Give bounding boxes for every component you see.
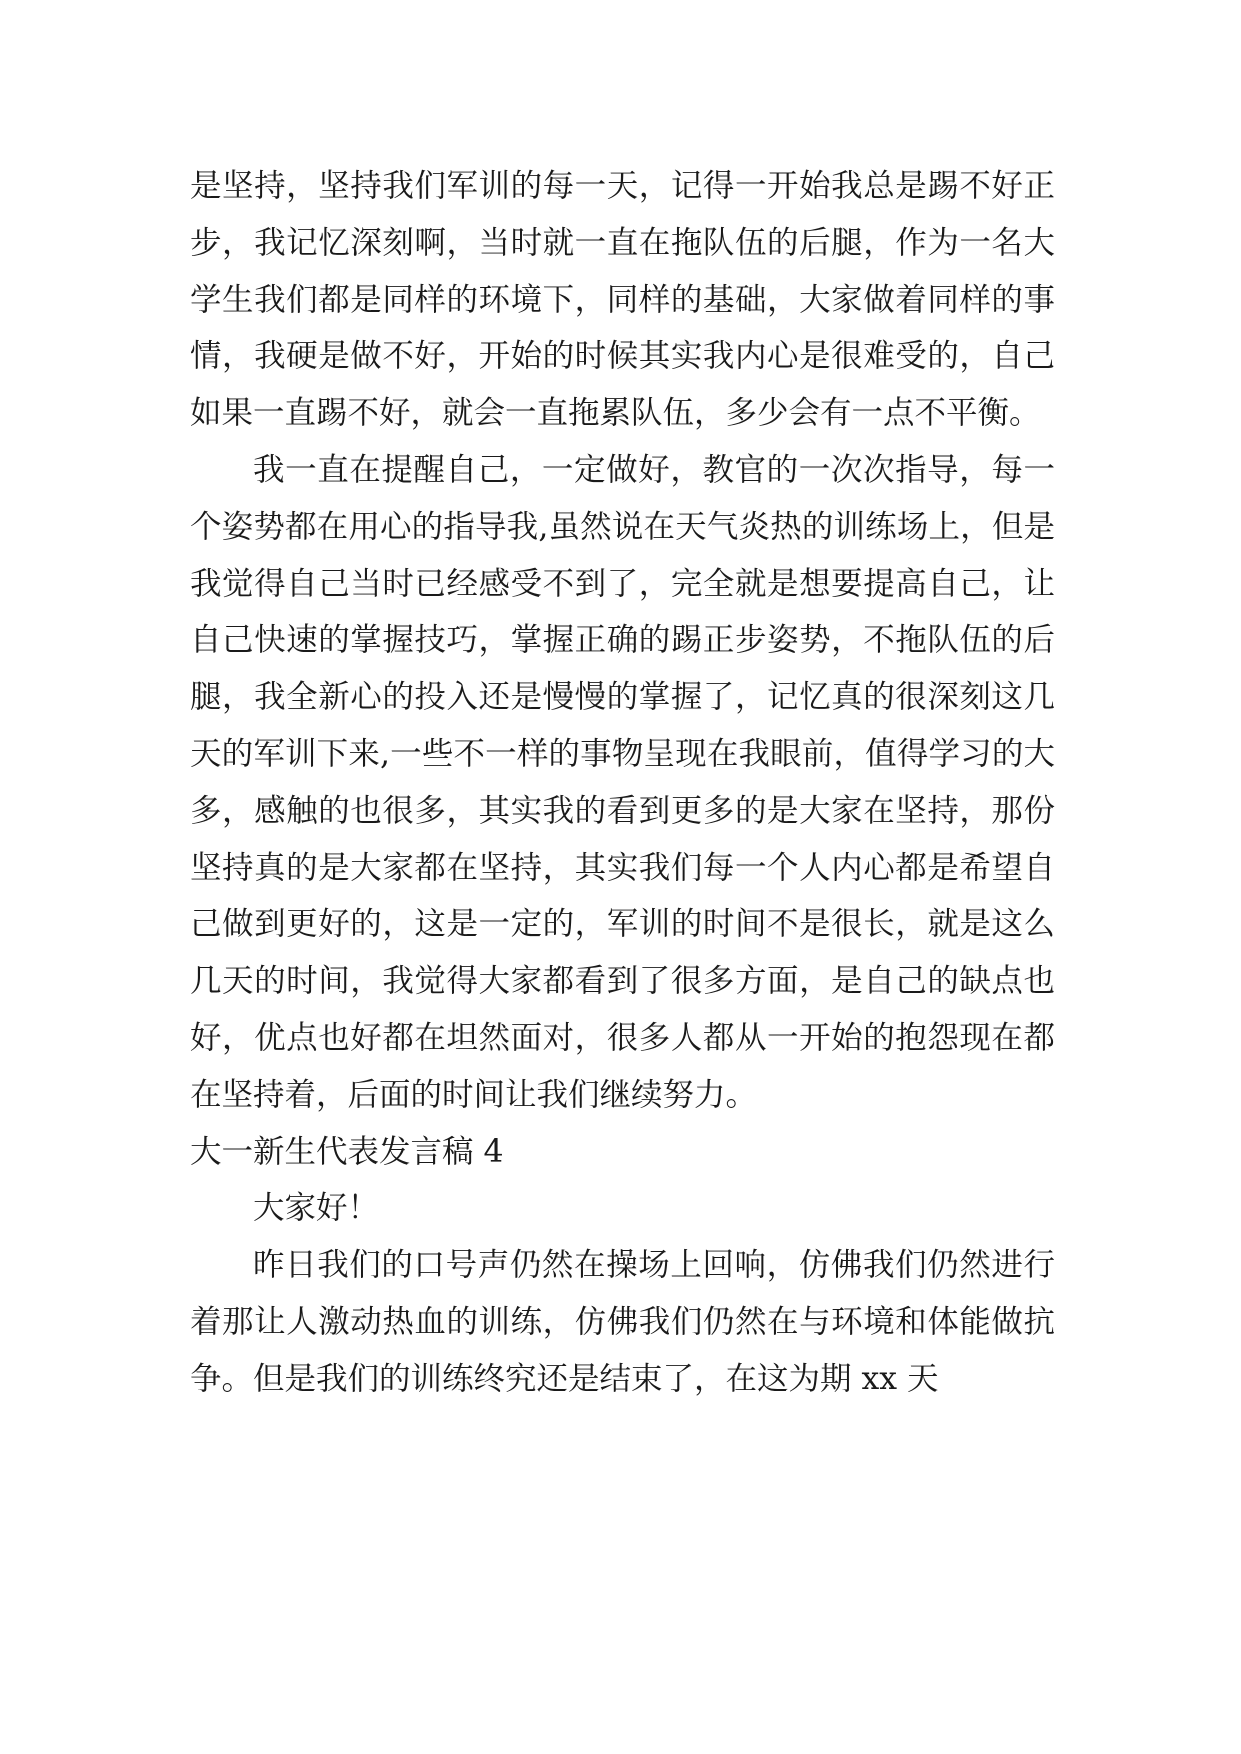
section-heading: 大一新生代表发言稿 4 xyxy=(190,1133,504,1170)
document-body xyxy=(190,158,1055,1408)
paragraph-speech: 昨日我们的口号声仍然在操场上回响，仿佛我们仍然进行着那让人激动热血的训练，仿佛我们仍然在与环境和体能做抗争。但是我们的训练终究还是结束了，在这为期 xx 天 xyxy=(190,1247,1055,1397)
paragraph-opening: 是坚持，坚持我们军训的每一天，记得一开始我总是踢不好正步，我记忆深刻啊，当时就一直在拖队伍的后腿，作为一名大学生我们都是同样的环境下，同样的基础，大家做着同样的事情，我硬是做不好，开始的时候其实我内心是很难受的，自己如果一直踢不好，就会一直拖累队伍，多少会有一点不平衡。 xyxy=(190,168,1055,432)
paragraph-greeting: 大家好！ xyxy=(253,1190,380,1227)
paragraph-training: 我一直在提醒自己，一定做好，教官的一次次指导，每一个姿势都在用心的指导我,虽然说在天气炎热的训练场上，但是我觉得自己当时已经感受不到了，完全就是想要提高自己，让自己快速的掌握技巧，掌握正确的踢正步姿势，不拖队伍的后腿，我全新心的投入还是慢慢的掌握了，记忆真的很深刻这几天的军训下来,一些不一样的事物呈现在我眼前，值得学习的大多，感触的也很多，其实我的看到更多的是大家在坚持，那份坚持真的是大家都在坚持，其实我们每一个人内心都是希望自己做到更好的，这是一定的，军训的时间不是很长，就是这么几天的时间，我觉得大家都看到了很多方面，是自己的缺点也好，优点也好都在坦然面对，很多人都从一开始的抱怨现在都在坚持着，后面的时间让我们继续努力。 xyxy=(190,451,1055,1113)
